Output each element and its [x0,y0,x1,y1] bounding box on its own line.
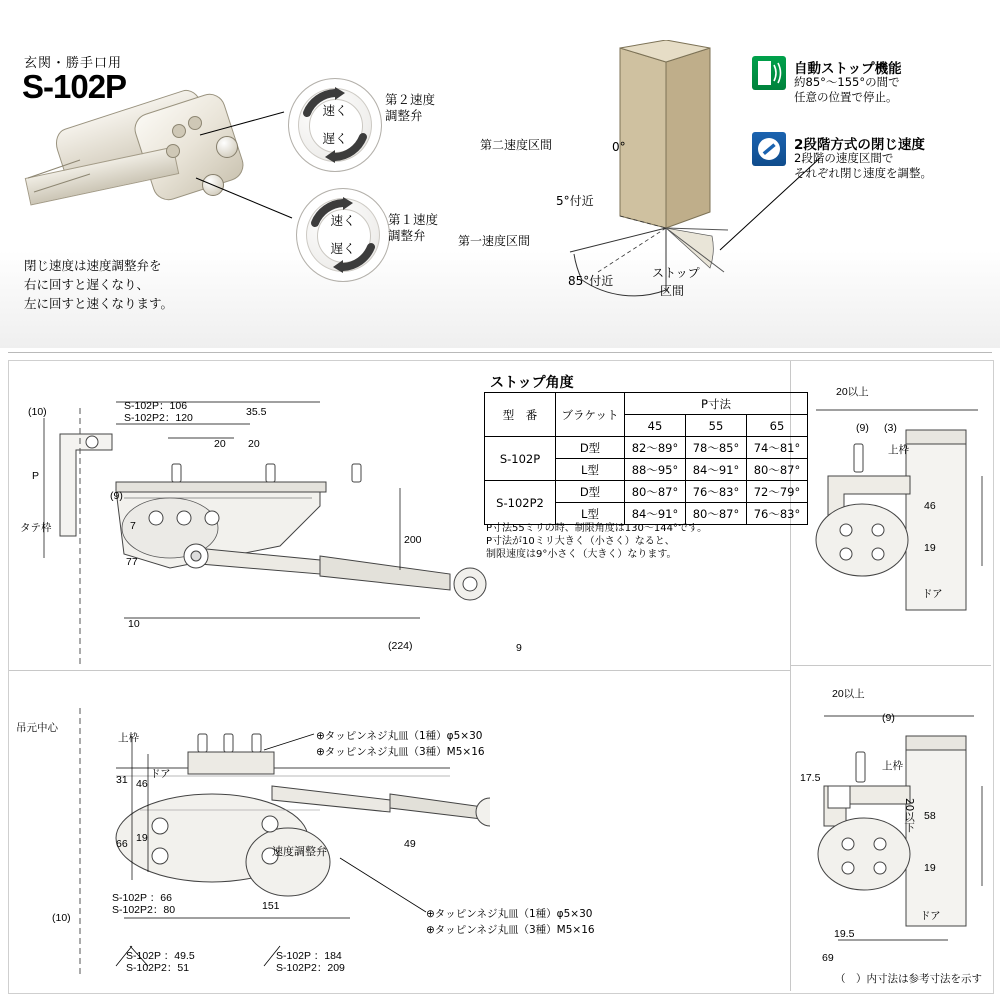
spec-184: S-102P ：184 [276,950,342,962]
rotate-arrows-icon [293,83,377,167]
angle-5-label: 5°付近 [556,194,594,208]
section-divider [8,352,992,353]
rotate-arrows-icon [301,193,385,277]
dim-19-right: 19 [924,542,936,554]
bracket-l: L型 [556,459,625,481]
dim-9-right: (9) [856,422,869,434]
zone1-label: 第一速度区間 [458,234,531,248]
cell: 80〜87° [686,503,747,525]
dim-9-right-b: (9) [882,712,895,724]
cell: 88〜95° [625,459,686,481]
bracket-l: L型 [556,503,625,525]
dim-19-5: 19.5 [834,928,855,940]
dim-20-a: 20 [214,438,226,450]
dim-19-right-b: 19 [924,862,936,874]
label-hinge-center: 吊元中心 [16,722,58,734]
table-header-row [485,393,808,415]
screw-leader-lines [250,700,450,790]
auto-stop-icon [752,56,786,90]
dim-20-under: 20以下 [903,798,915,833]
zone2-label: 第二速度区間 [480,138,553,152]
p-55: 55 [686,415,747,437]
label-uewaku-right: 上枠 [888,444,909,456]
screw-note-1: ⊕タッピンネジ丸皿（1種）φ5×30 [316,730,483,742]
feature-title: 自動ストップ機能 [794,61,902,77]
spec-66: S-102P ：66 [112,892,172,904]
feature-leader-line [700,140,830,280]
top-left-elevation-drawing [20,378,490,678]
screw-note-3: ⊕タッピンネジ丸皿（1種）φ5×30 [426,908,593,920]
screw-leader-lines-2 [330,840,530,930]
table-row [485,481,808,503]
cell: 82〜89° [625,437,686,459]
cell: 84〜91° [625,503,686,525]
product-category: 玄関・勝手口用 [24,56,123,71]
spec-leader-lines [110,930,310,990]
label-tatewaku: タテ枠 [20,522,52,534]
first-speed-valve-dial [296,188,390,282]
stop-angle-table-notes: P寸法55ミリの時、制限角度は130〜144°です。 P寸法が10ミリ大きく（小さく）なると、 制限速度は9°小さく（大きく）なります。 [486,523,708,560]
screw-note-4: ⊕タッピンネジ丸皿（3種）M5×16 [426,924,595,936]
valve-label: 速度調整弁 [272,845,327,858]
dim-46-right: 46 [924,500,936,512]
second-speed-valve-dial [288,78,382,172]
spec-120: S-102P2：120 [124,412,193,424]
label-door-plan: ドア [150,768,171,780]
p-65: 65 [747,415,808,437]
stop-angle-table [484,392,808,525]
row-model-s102p2: S-102P2 [485,481,556,525]
angle-85-label: 85°付近 [568,274,614,288]
stop-zone-label-1: ストップ [652,266,700,280]
second-speed-valve-caption: 第２速度 調整弁 [385,92,436,123]
speed-adjust-note: 閉じ速度は速度調整弁を 右に回すと遅くなり、 左に回すと速くなります。 [24,258,174,311]
spec-209: S-102P2：209 [276,962,345,974]
spec-49-5: S-102P ：49.5 [126,950,195,962]
spec-51: S-102P2：51 [126,962,190,974]
feature-title: 2段階方式の閉じ速度 [794,137,925,153]
col-p-dimension: P寸法 [625,393,808,415]
label-uewaku-plan: 上枠 [118,732,139,744]
right-bottom-section-drawing [798,690,994,980]
feature-desc: 2段階の速度区間で それぞれ閉じ速度を調整。 [794,151,932,180]
product-model: S-102P [22,68,127,105]
label-uewaku-right-b: 上枠 [882,760,903,772]
cell: 78〜85° [686,437,747,459]
dim-19: 19 [136,832,148,844]
dim-151: 151 [262,900,280,912]
cell: 76〜83° [686,481,747,503]
dim-224: (224) [388,640,413,652]
dim-46: 46 [136,778,148,790]
dim-35-5: 35.5 [246,406,267,418]
dial-fast-label: 速く [322,103,348,118]
dim-31: 31 [116,774,128,786]
col-model: 型 番 [485,393,556,437]
p-45: 45 [625,415,686,437]
drawing-horizontal-divider [790,665,991,666]
dim-58: 58 [924,810,936,822]
dim-3-right: (3) [884,422,897,434]
dial-slow-label: 遅く [330,241,356,256]
dim-200: 200 [404,534,422,546]
dim-7: 7 [130,520,136,532]
cell: 72〜79° [747,481,808,503]
row-model-s102p: S-102P [485,437,556,481]
dim-17-5: 17.5 [800,772,821,784]
dial-slow-label: 遅く [322,131,348,146]
label-door-right: ドア [922,588,943,600]
dim-49: 49 [404,838,416,850]
dim-10-top: (10) [28,406,47,418]
label-door-right-b: ドア [920,910,941,922]
dim-77: 77 [126,556,138,568]
cell: 80〜87° [625,481,686,503]
bracket-d: D型 [556,437,625,459]
cell: 80〜87° [747,459,808,481]
dim-9-b: 9 [516,642,522,654]
dim-20-over-bottom: 20以上 [832,688,865,700]
angle-0-label: 0° [612,140,626,154]
bracket-d: D型 [556,481,625,503]
reference-footnote: （ ）内寸法は参考寸法を示す [835,973,982,985]
cell: 76〜83° [747,503,808,525]
dim-10-b: 10 [128,618,140,630]
col-bracket: ブラケット [556,393,625,437]
cell: 84〜91° [686,459,747,481]
table-row [485,437,808,459]
cell: 74〜81° [747,437,808,459]
dim-20-over-top: 20以上 [836,386,869,398]
label-P: P [32,470,40,482]
dim-66: 66 [116,838,128,850]
dim-69: 69 [822,952,834,964]
spec-106: S-102P：106 [124,400,188,412]
dim-9: (9) [110,490,123,502]
spec-80: S-102P2：80 [112,904,176,916]
dial-fast-label: 速く [330,213,356,228]
dim-20-b: 20 [248,438,260,450]
first-speed-valve-caption: 第１速度 調整弁 [388,212,439,243]
stop-zone-label-2: 区間 [660,284,685,298]
stop-angle-table-title: ストップ角度 [490,375,574,391]
dim-10-plan: (10) [52,912,71,924]
feature-desc: 約85°〜155°の間で 任意の位置で停止。 [794,75,900,104]
screw-note-2: ⊕タッピンネジ丸皿（3種）M5×16 [316,746,485,758]
